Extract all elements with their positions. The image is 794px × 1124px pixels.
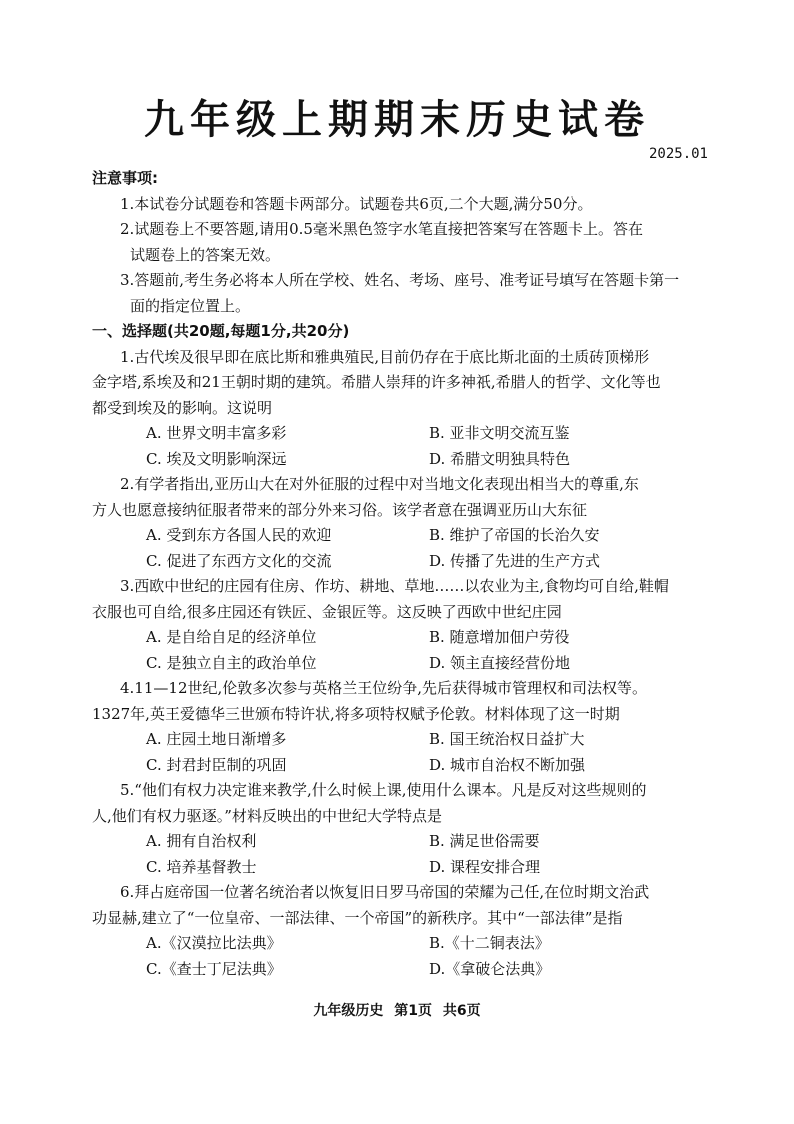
option-row — [92, 421, 712, 447]
notice-item-3 — [92, 268, 712, 319]
question-5 — [92, 778, 712, 880]
option-c: C. 埃及文明影响深远 — [146, 449, 287, 468]
option-d: D. 课程安排合理 — [429, 857, 541, 876]
option-row — [92, 549, 712, 575]
option-b: B. 亚非文明交流互鉴 — [429, 424, 570, 442]
exam-body — [92, 166, 712, 982]
option-d: D. 希腊文明独具特色 — [429, 449, 571, 468]
notice-line: 试题卷上的答案无效。 — [130, 245, 281, 264]
option-row — [92, 753, 712, 779]
option-a: A.《汉漠拉比法典》 — [146, 934, 282, 952]
option-c: C. 封君封臣制的巩固 — [146, 755, 287, 774]
notice-line: 2.试题卷上不要答题,请用0.5毫米黑色签字水笔直接把答案写在答题卡上。答在 — [120, 220, 643, 238]
option-d: D. 城市自治权不断加强 — [429, 755, 586, 774]
question-line: 1327年,英王爱德华三世颁布特许状,将多项特权赋予伦敦。材料体现了这一时期 — [92, 704, 620, 723]
option-row — [92, 727, 712, 753]
question-line: 金字塔,系埃及和21王朝时期的建筑。希腊人崇拜的许多神祇,希腊人的哲学、文化等也 — [92, 373, 661, 391]
notice-line: 1.本试卷分试题卷和答题卡两部分。试题卷共6页,二个大题,满分50分。 — [120, 194, 593, 213]
option-b: B.《十二铜表法》 — [429, 934, 550, 952]
question-line: 1.古代埃及很早即在底比斯和雅典殖民,目前仍存在于底比斯北面的土质砖顶梯形 — [120, 347, 650, 366]
option-row — [92, 957, 712, 983]
notice-line: 面的指定位置上。 — [130, 296, 251, 315]
question-line: 6.拜占庭帝国一位著名统治者以恢复旧日罗马帝国的荣耀为己任,在位时期文治武 — [120, 883, 650, 901]
notice-heading: 注意事项: — [92, 169, 158, 187]
question-line: 3.西欧中世纪的庄园有住房、作坊、耕地、草地……以农业为主,食物均可自给,鞋帽 — [120, 577, 669, 595]
option-row — [92, 651, 712, 677]
question-2 — [92, 472, 712, 574]
notice-item-2 — [92, 217, 712, 268]
question-line: 人,他们有权力驱逐。”材料反映出的中世纪大学特点是 — [92, 806, 442, 825]
question-4 — [92, 676, 712, 778]
option-c: C. 培养基督教士 — [146, 857, 257, 876]
option-b: B. 随意增加佃户劳役 — [429, 628, 570, 646]
option-d: D.《拿破仑法典》 — [429, 959, 551, 978]
option-c: C.《查士丁尼法典》 — [146, 959, 282, 978]
option-d: D. 领主直接经营份地 — [429, 653, 571, 672]
question-line: 都受到埃及的影响。这说明 — [92, 398, 273, 417]
option-c: C. 促进了东西方文化的交流 — [146, 551, 332, 570]
option-row — [92, 855, 712, 881]
section-heading: 一、选择题(共20题,每题1分,共20分) — [92, 322, 350, 340]
option-row — [92, 829, 712, 855]
option-b: B. 满足世俗需要 — [429, 832, 540, 850]
exam-date: 2025.01 — [648, 146, 708, 162]
question-line: 衣服也可自给,很多庄园还有铁匠、金银匠等。这反映了西欧中世纪庄园 — [92, 602, 562, 621]
option-row — [92, 625, 712, 651]
page-footer: 九年级历史 第1页 共6页 — [313, 1003, 481, 1019]
question-3 — [92, 574, 712, 676]
question-line: 2.有学者指出,亚历山大在对外征服的过程中对当地文化表现出相当大的尊重,东 — [120, 475, 639, 493]
option-row — [92, 523, 712, 549]
option-row — [92, 931, 712, 957]
option-b: B. 国王统治权日益扩大 — [429, 730, 585, 748]
option-d: D. 传播了先进的生产方式 — [429, 551, 601, 570]
question-line: 功显赫,建立了“一位皇帝、一部法律、一个帝国”的新秩序。其中“一部法律”是指 — [92, 908, 623, 927]
question-6 — [92, 880, 712, 982]
question-line: 5.“他们有权力决定谁来教学,什么时候上课,使用什么课本。凡是反对这些规则的 — [120, 781, 647, 799]
option-c: C. 是独立自主的政治单位 — [146, 653, 317, 672]
page-title: 九年级上期期末历史试卷 — [144, 97, 650, 143]
option-a: A. 拥有自治权利 — [146, 832, 257, 850]
question-line: 方人也愿意接纳征服者带来的部分外来习俗。该学者意在强调亚历山大东征 — [92, 500, 588, 519]
option-row — [92, 447, 712, 473]
option-a: A. 是自给自足的经济单位 — [146, 628, 317, 646]
option-a: A. 世界文明丰富多彩 — [146, 424, 287, 442]
question-1 — [92, 345, 712, 473]
option-a: A. 受到东方各国人民的欢迎 — [146, 526, 332, 544]
option-b: B. 维护了帝国的长治久安 — [429, 526, 600, 544]
question-line: 4.11—12世纪,伦敦多次参与英格兰王位纷争,先后获得城市管理权和司法权等。 — [120, 679, 648, 697]
option-a: A. 庄园土地日渐增多 — [146, 730, 287, 748]
notice-item-1 — [92, 192, 712, 218]
notice-line: 3.答题前,考生务必将本人所在学校、姓名、考场、座号、准考证号填写在答题卡第一 — [120, 271, 680, 289]
